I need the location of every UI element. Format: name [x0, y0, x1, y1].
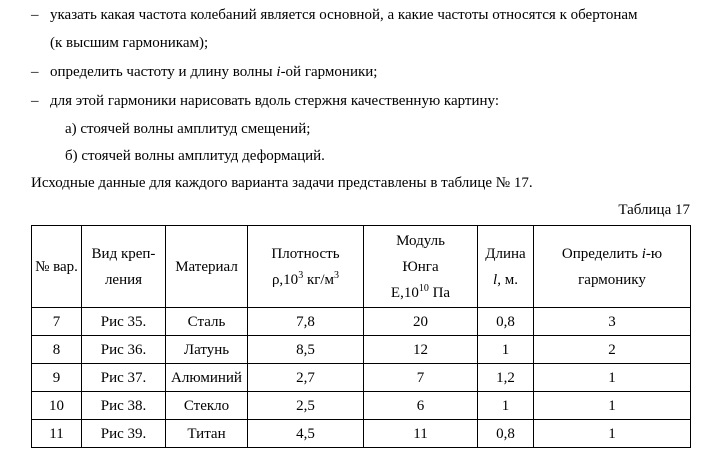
table-row	[32, 364, 691, 392]
table-row	[32, 308, 691, 336]
cell-material: Алюминий	[166, 364, 248, 392]
cell-var: 8	[32, 336, 82, 364]
cell-fig: Рис 36.	[82, 336, 166, 364]
header-density: Плотность $\rho,10^3$ $кг/м^3$	[248, 226, 364, 308]
cell-density: 2,7	[248, 364, 364, 392]
cell-var: 9	[32, 364, 82, 392]
header-var: № вар.	[32, 226, 82, 308]
cell-density: 7,8	[248, 308, 364, 336]
intro-text: Исходные данные для каждого варианта задачи представлены в таблице № 17.	[31, 175, 533, 191]
cell-length: 1	[478, 392, 534, 420]
bullet-text-3: для этой гармоники нарисовать вдоль стержня качественную картину:	[50, 93, 500, 109]
cell-density: 4,5	[248, 420, 364, 448]
cell-material: Сталь	[166, 308, 248, 336]
cell-material: Титан	[166, 420, 248, 448]
cell-harmonic: 2	[534, 336, 691, 364]
cell-var: 7	[32, 308, 82, 336]
header-length: Длина l, м.	[478, 226, 534, 308]
cell-density: 8,5	[248, 336, 364, 364]
table-caption: Таблица 17	[618, 202, 690, 218]
table-row	[32, 336, 691, 364]
sub-item-b: б) стоячей волны амплитуд деформаций.	[65, 148, 325, 164]
cell-modulus: 12	[364, 336, 478, 364]
cell-length: 0,8	[478, 308, 534, 336]
cell-modulus: 11	[364, 420, 478, 448]
bullet-text-2: определить частоту и длину волны i-ой гармоники;	[50, 64, 378, 80]
header-harmonic: Определить i-ю гармонику	[534, 226, 691, 308]
cell-fig: Рис 35.	[82, 308, 166, 336]
bullet-dash: –	[31, 7, 39, 23]
cell-modulus: 7	[364, 364, 478, 392]
cell-modulus: 20	[364, 308, 478, 336]
cell-harmonic: 3	[534, 308, 691, 336]
cell-var: 10	[32, 392, 82, 420]
header-modulus: Модуль Юнга $E,10^{10}$ Па	[364, 226, 478, 308]
cell-density: 2,5	[248, 392, 364, 420]
cell-fig: Рис 39.	[82, 420, 166, 448]
bullet-text-1: указать какая частота колебаний является основной, а какие частоты относятся к обертонам	[50, 7, 638, 23]
header-mount: Вид креп- ления	[82, 226, 166, 308]
cell-harmonic: 1	[534, 420, 691, 448]
cell-harmonic: 1	[534, 392, 691, 420]
cell-length: 0,8	[478, 420, 534, 448]
cell-fig: Рис 37.	[82, 364, 166, 392]
table-row	[32, 420, 691, 448]
cell-length: 1,2	[478, 364, 534, 392]
cell-modulus: 6	[364, 392, 478, 420]
cell-harmonic: 1	[534, 364, 691, 392]
data-table	[31, 225, 691, 448]
bullet-dash: –	[31, 64, 39, 80]
table-row	[32, 392, 691, 420]
cell-material: Стекло	[166, 392, 248, 420]
sub-item-a: а) стоячей волны амплитуд смещений;	[65, 121, 311, 137]
bullet-dash: –	[31, 93, 39, 109]
header-material: Материал	[166, 226, 248, 308]
cell-material: Латунь	[166, 336, 248, 364]
cell-fig: Рис 38.	[82, 392, 166, 420]
bullet-text-1-cont: (к высшим гармоникам);	[50, 35, 209, 51]
cell-var: 11	[32, 420, 82, 448]
cell-length: 1	[478, 336, 534, 364]
